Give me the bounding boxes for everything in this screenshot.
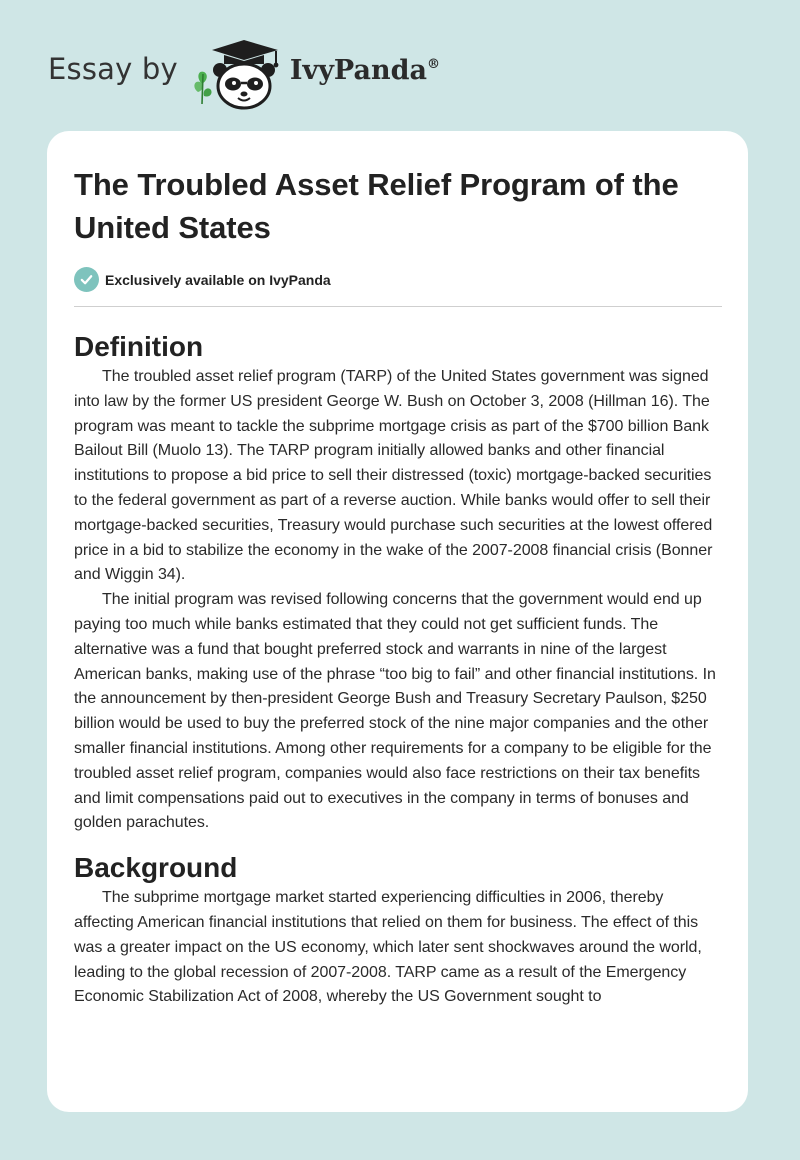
page-title: The Troubled Asset Relief Program of the United States (74, 167, 679, 245)
badge-label: Exclusively available on IvyPanda (105, 271, 331, 288)
essay-by-label: Essay by (48, 52, 178, 86)
essay-content (74, 163, 722, 1010)
brand-text: IvyPanda (289, 54, 427, 86)
brand-name[interactable] (290, 55, 440, 86)
section-heading: Background (74, 852, 238, 884)
trademark-symbol: ® (426, 56, 440, 72)
section-definition (74, 329, 722, 836)
panda-graduate-icon[interactable] (188, 34, 286, 110)
section-heading: Definition (74, 331, 204, 362)
section-background (74, 850, 722, 1010)
check-icon (74, 267, 99, 292)
divider (74, 306, 722, 307)
site-header (48, 34, 548, 110)
paragraph: The troubled asset relief program (TARP) of the United States government was signed into law by the former US president George W. Bush on October 3, 2008 (Hillman 16). The program was meant to tackle the subprime mortgage crisis as part of the $700 billion Bank Bailout Bill (Muolo 13). The TARP program initially allowed banks and other financial institutions to propose a bid price to sell their distressed (toxic) mortgage-backed securities to the federal government as part of a reverse auction. While banks would offer to sell their mortgage-backed securities, Treasury would purchase such securities at the lowest offered price in a bid to stabilize the economy in the wake of the 2007-2008 financial crisis (Bonner and Wiggin 34). (74, 368, 713, 584)
exclusive-badge (74, 267, 722, 292)
paragraph: The initial program was revised following concerns that the government would end up paying too much while banks estimated that they could not get sufficient funds. The alternative was a fund that bought preferred stock and warrants in nine of the largest American banks, making use of the phrase “too big to fail” and other financial institutions. In the announcement by then-president George Bush and Treasury Secretary Paulson, $250 billion would be used to buy the preferred stock of the nine major companies and the other smaller financial institutions. Among other requirements for a company to be eligible for the troubled asset relief program, companies would also face restrictions on their tax benefits and limit compensations paid out to executives in the company in terms of bonuses and golden parachutes. (74, 591, 716, 832)
essay-card (47, 131, 748, 1112)
paragraph: The subprime mortgage market started experiencing difficulties in 2006, thereby affecting American financial institutions that relied on them for business. The effect of this was a greater impact on the US economy, which later sent shockwaves around the world, leading to the global recession of 2007-2008. TARP came as a result of the Emergency Economic Stabilization Act of 2008, whereby the US Government sought to (74, 889, 702, 1006)
ivy-leaf-icon (194, 72, 211, 104)
